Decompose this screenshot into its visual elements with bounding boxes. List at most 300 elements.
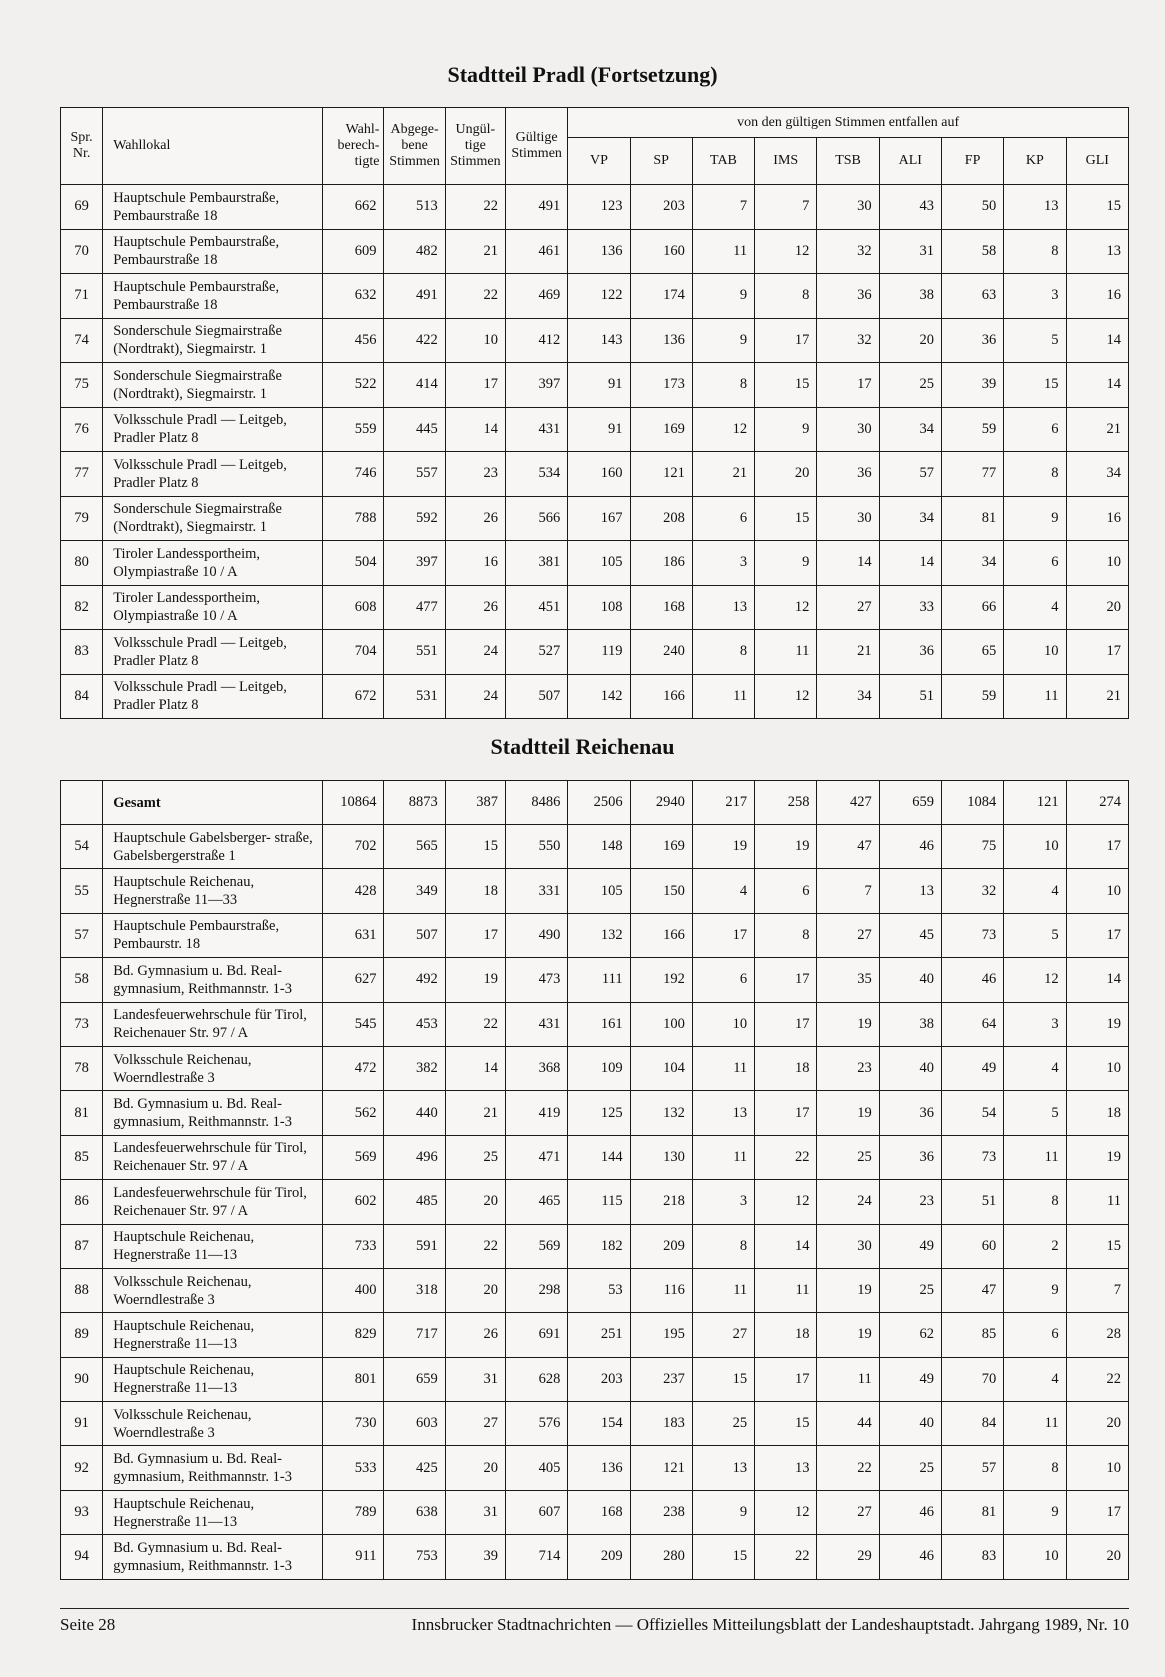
cell-value: 19 [817,1313,879,1357]
cell-value: 64 [942,1002,1004,1046]
cell-value: 26 [445,496,505,541]
cell-value: 15 [755,1402,817,1446]
cell-value: 32 [817,318,879,363]
cell-value: 18 [1066,1091,1128,1135]
cell-value: 46 [879,1535,941,1579]
cell-value: 121 [630,1446,692,1490]
cell-value: 36 [879,1135,941,1179]
cell-value: 6 [1004,541,1066,586]
cell-value: 25 [817,1135,879,1179]
cell-value: 562 [323,1091,384,1135]
cell-value: 14 [755,1224,817,1268]
cell-value: 11 [692,674,754,719]
table-row [61,1446,1129,1490]
cell-value: 132 [568,913,630,957]
cell-value: 108 [568,585,630,630]
cell-value: 2506 [568,781,630,825]
cell-value: 550 [506,825,568,869]
cell-value: 569 [323,1135,384,1179]
cell-value: 49 [942,1046,1004,1090]
cell-value: 400 [323,1268,384,1312]
row-wahllokal: Hauptschule Pembaurstraße, Pembaurstraße 18 [103,185,323,230]
page-footer [60,1608,1129,1635]
cell-value: 471 [506,1135,568,1179]
cell-value: 36 [817,452,879,497]
table-row [61,407,1129,452]
cell-value: 51 [942,1180,1004,1224]
cell-value: 10 [445,318,505,363]
cell-value: 513 [384,185,445,230]
cell-value: 148 [568,825,630,869]
cell-value: 21 [445,1091,505,1135]
cell-value: 13 [692,1091,754,1135]
cell-value: 11 [1004,1135,1066,1179]
row-wahllokal: Bd. Gymnasium u. Bd. Real- gymnasium, Reithmannstr. 1-3 [103,958,323,1002]
cell-value: 638 [384,1490,445,1534]
cell-value: 8 [755,913,817,957]
cell-value: 368 [506,1046,568,1090]
cell-value: 19 [817,1268,879,1312]
row-nr: 75 [61,363,103,408]
row-nr [61,781,103,825]
cell-value: 414 [384,363,445,408]
cell-value: 192 [630,958,692,1002]
cell-value: 144 [568,1135,630,1179]
cell-value: 121 [630,452,692,497]
cell-value: 17 [1066,1490,1128,1534]
cell-value: 20 [445,1268,505,1312]
cell-value: 7 [817,869,879,913]
cell-value: 4 [1004,869,1066,913]
row-wahllokal: Landesfeuerwehrschule für Tirol, Reichenauer Str. 97 / A [103,1002,323,1046]
cell-value: 456 [323,318,384,363]
row-nr: 89 [61,1313,103,1357]
cell-value: 17 [445,363,505,408]
cell-value: 485 [384,1180,445,1224]
cell-value: 40 [879,1046,941,1090]
table-row [61,541,1129,586]
cell-value: 5 [1004,318,1066,363]
cell-value: 168 [568,1490,630,1534]
row-wahllokal: Bd. Gymnasium u. Bd. Real- gymnasium, Reithmannstr. 1-3 [103,1535,323,1579]
cell-value: 174 [630,274,692,319]
cell-value: 551 [384,630,445,675]
cell-value: 57 [879,452,941,497]
cell-value: 20 [879,318,941,363]
cell-value: 25 [879,1446,941,1490]
cell-value: 4 [1004,585,1066,630]
cell-value: 218 [630,1180,692,1224]
cell-value: 9 [692,1490,754,1534]
cell-value: 8873 [384,781,445,825]
cell-value: 3 [1004,1002,1066,1046]
row-nr: 79 [61,496,103,541]
cell-value: 427 [817,781,879,825]
cell-value: 136 [568,1446,630,1490]
cell-value: 11 [817,1357,879,1401]
table-row [61,452,1129,497]
cell-value: 22 [817,1446,879,1490]
cell-value: 12 [1004,958,1066,1002]
cell-value: 132 [630,1091,692,1135]
page-number: Seite 28 [60,1615,116,1634]
cell-value: 431 [505,407,567,452]
cell-value: 30 [817,496,879,541]
cell-value: 331 [506,869,568,913]
cell-value: 14 [445,1046,505,1090]
results-table-reichenau [60,780,1129,1580]
section-title-reichenau: Stadtteil Reichenau [490,734,675,759]
cell-value: 469 [505,274,567,319]
cell-value: 8 [1004,1180,1066,1224]
cell-value: 125 [568,1091,630,1135]
row-nr: 77 [61,452,103,497]
cell-value: 27 [817,913,879,957]
cell-value: 39 [941,363,1003,408]
cell-value: 10 [1066,869,1128,913]
cell-value: 659 [879,781,941,825]
cell-value: 50 [941,185,1003,230]
header-party: KP [1004,138,1066,185]
row-nr: 70 [61,229,103,274]
cell-value: 186 [630,541,692,586]
cell-value: 21 [1066,674,1128,719]
cell-value: 19 [692,825,754,869]
cell-value: 8 [692,363,754,408]
cell-value: 565 [384,825,445,869]
table-row [61,958,1129,1002]
cell-value: 545 [323,1002,384,1046]
row-nr: 82 [61,585,103,630]
cell-value: 150 [630,869,692,913]
header-nr: Spr. Nr. [61,108,103,185]
cell-value: 566 [505,496,567,541]
cell-value: 591 [384,1224,445,1268]
row-wahllokal: Hauptschule Reichenau, Hegnerstraße 11—13 [103,1224,323,1268]
table-row [61,674,1129,719]
cell-value: 911 [323,1535,384,1579]
cell-value: 36 [879,1091,941,1135]
cell-value: 39 [445,1535,505,1579]
header-party: TAB [692,138,754,185]
cell-value: 9 [1004,496,1066,541]
row-wahllokal: Hauptschule Reichenau, Hegnerstraße 11—13 [103,1357,323,1401]
table-row [61,1091,1129,1135]
cell-value: 70 [942,1357,1004,1401]
cell-value: 627 [323,958,384,1002]
publication-line: Innsbrucker Stadtnachrichten — Offizielles Mitteilungsblatt der Landeshauptstadt. Jahrgang 1989, Nr. 10 [411,1615,1129,1634]
table-row [61,1046,1129,1090]
cell-value: 472 [323,1046,384,1090]
cell-value: 77 [941,452,1003,497]
cell-value: 20 [1066,1535,1128,1579]
cell-value: 15 [1066,185,1128,230]
cell-value: 36 [817,274,879,319]
cell-value: 62 [879,1313,941,1357]
cell-value: 121 [1004,781,1066,825]
row-nr: 73 [61,1002,103,1046]
table-row [61,1535,1129,1579]
cell-value: 12 [755,585,817,630]
table-row [61,869,1129,913]
cell-value: 167 [568,496,630,541]
cell-value: 11 [692,1135,754,1179]
cell-value: 27 [692,1313,754,1357]
header-party: GLI [1066,138,1128,185]
cell-value: 4 [1004,1357,1066,1401]
cell-value: 419 [506,1091,568,1135]
cell-value: 123 [568,185,630,230]
cell-value: 84 [942,1402,1004,1446]
cell-value: 17 [817,363,879,408]
table-row [61,274,1129,319]
cell-value: 104 [630,1046,692,1090]
cell-value: 11 [1066,1180,1128,1224]
cell-value: 607 [506,1490,568,1534]
cell-value: 57 [942,1446,1004,1490]
cell-value: 628 [506,1357,568,1401]
row-nr: 91 [61,1402,103,1446]
row-wahllokal: Hauptschule Pembaurstraße, Pembaurstr. 18 [103,913,323,957]
cell-value: 91 [568,363,630,408]
cell-value: 7 [692,185,754,230]
header-party: SP [630,138,692,185]
header-wahllokal: Wahllokal [103,108,323,185]
cell-value: 8 [692,1224,754,1268]
cell-value: 14 [1066,318,1128,363]
cell-value: 274 [1066,781,1128,825]
cell-value: 237 [630,1357,692,1401]
cell-value: 702 [323,825,384,869]
cell-value: 75 [942,825,1004,869]
cell-value: 482 [384,229,445,274]
cell-value: 53 [568,1268,630,1312]
cell-value: 20 [445,1180,505,1224]
cell-value: 25 [692,1402,754,1446]
cell-value: 36 [879,630,941,675]
cell-value: 31 [445,1490,505,1534]
row-nr: 83 [61,630,103,675]
cell-value: 451 [505,585,567,630]
cell-value: 15 [692,1535,754,1579]
cell-value: 280 [630,1535,692,1579]
header-abgegebene: Abgege- bene Stimmen [384,108,445,185]
cell-value: 17 [755,1002,817,1046]
cell-value: 527 [505,630,567,675]
cell-value: 166 [630,913,692,957]
cell-value: 428 [323,869,384,913]
cell-value: 13 [692,585,754,630]
cell-value: 659 [384,1357,445,1401]
cell-value: 6 [1004,407,1066,452]
cell-value: 24 [817,1180,879,1224]
row-nr: 80 [61,541,103,586]
row-wahllokal: Landesfeuerwehrschule für Tirol, Reichenauer Str. 97 / A [103,1135,323,1179]
cell-value: 65 [941,630,1003,675]
table-row [61,585,1129,630]
cell-value: 1084 [942,781,1004,825]
cell-value: 559 [323,407,384,452]
cell-value: 24 [445,674,505,719]
cell-value: 46 [879,825,941,869]
cell-value: 4 [1004,1046,1066,1090]
cell-value: 6 [755,869,817,913]
cell-value: 168 [630,585,692,630]
cell-value: 34 [817,674,879,719]
row-wahllokal: Volksschule Pradl — Leitgeb, Pradler Platz 8 [103,674,323,719]
cell-value: 22 [445,274,505,319]
cell-value: 49 [879,1224,941,1268]
cell-value: 208 [630,496,692,541]
row-nr: 78 [61,1046,103,1090]
cell-value: 21 [445,229,505,274]
cell-value: 54 [942,1091,1004,1135]
cell-value: 30 [817,1224,879,1268]
header-gueltige: Gültige Stimmen [505,108,567,185]
table-row [61,229,1129,274]
cell-value: 3 [692,541,754,586]
cell-value: 122 [568,274,630,319]
cell-value: 116 [630,1268,692,1312]
cell-value: 166 [630,674,692,719]
cell-value: 240 [630,630,692,675]
row-nr: 84 [61,674,103,719]
cell-value: 22 [1066,1357,1128,1401]
row-wahllokal: Volksschule Reichenau, Woerndlestraße 3 [103,1402,323,1446]
cell-value: 492 [384,958,445,1002]
row-nr: 76 [61,407,103,452]
cell-value: 8 [1004,452,1066,497]
cell-value: 21 [817,630,879,675]
table-row [61,1357,1129,1401]
cell-value: 18 [755,1046,817,1090]
cell-value: 34 [879,407,941,452]
table-row [61,363,1129,408]
cell-value: 349 [384,869,445,913]
cell-value: 11 [692,1268,754,1312]
cell-value: 13 [692,1446,754,1490]
cell-value: 23 [879,1180,941,1224]
row-nr: 92 [61,1446,103,1490]
table-row [61,1402,1129,1446]
cell-value: 11 [692,1046,754,1090]
cell-value: 18 [755,1313,817,1357]
cell-value: 14 [445,407,505,452]
cell-value: 11 [1004,1402,1066,1446]
row-nr: 74 [61,318,103,363]
cell-value: 182 [568,1224,630,1268]
cell-value: 32 [942,869,1004,913]
cell-value: 258 [755,781,817,825]
cell-value: 209 [568,1535,630,1579]
cell-value: 58 [941,229,1003,274]
cell-value: 2940 [630,781,692,825]
row-nr: 90 [61,1357,103,1401]
cell-value: 34 [1066,452,1128,497]
cell-value: 109 [568,1046,630,1090]
table-row-gesamt [61,781,1129,825]
cell-value: 17 [692,913,754,957]
cell-value: 63 [941,274,1003,319]
cell-value: 592 [384,496,445,541]
cell-value: 397 [505,363,567,408]
cell-value: 14 [1066,363,1128,408]
cell-value: 17 [1066,630,1128,675]
cell-value: 73 [942,913,1004,957]
cell-value: 45 [879,913,941,957]
row-wahllokal: Sonderschule Siegmairstraße (Nordtrakt), Siegmairstr. 1 [103,318,323,363]
cell-value: 27 [817,1490,879,1534]
cell-value: 16 [445,541,505,586]
cell-value: 17 [755,958,817,1002]
cell-value: 31 [445,1357,505,1401]
cell-value: 422 [384,318,445,363]
cell-value: 119 [568,630,630,675]
cell-value: 15 [1004,363,1066,408]
cell-value: 9 [1004,1268,1066,1312]
row-wahllokal: Volksschule Pradl — Leitgeb, Pradler Platz 8 [103,452,323,497]
header-party: TSB [817,138,879,185]
cell-value: 10 [1066,1046,1128,1090]
cell-value: 507 [384,913,445,957]
results-table-pradl [60,107,1129,719]
cell-value: 66 [941,585,1003,630]
cell-value: 26 [445,1313,505,1357]
cell-value: 130 [630,1135,692,1179]
cell-value: 453 [384,1002,445,1046]
cell-value: 789 [323,1490,384,1534]
cell-value: 238 [630,1490,692,1534]
cell-value: 13 [879,869,941,913]
cell-value: 9 [755,541,817,586]
cell-value: 6 [692,958,754,1002]
cell-value: 34 [941,541,1003,586]
cell-value: 382 [384,1046,445,1090]
cell-value: 136 [568,229,630,274]
cell-value: 203 [630,185,692,230]
row-wahllokal: Volksschule Pradl — Leitgeb, Pradler Platz 8 [103,630,323,675]
table-row [61,1490,1129,1534]
cell-value: 9 [755,407,817,452]
table-row [61,1224,1129,1268]
cell-value: 11 [755,1268,817,1312]
cell-value: 801 [323,1357,384,1401]
cell-value: 504 [323,541,384,586]
cell-value: 8 [1004,1446,1066,1490]
cell-value: 10 [1066,1446,1128,1490]
cell-value: 25 [445,1135,505,1179]
cell-value: 714 [506,1535,568,1579]
cell-value: 100 [630,1002,692,1046]
cell-value: 11 [692,229,754,274]
cell-value: 14 [1066,958,1128,1002]
cell-value: 36 [941,318,1003,363]
header-party: IMS [755,138,817,185]
cell-value: 26 [445,585,505,630]
cell-value: 49 [879,1357,941,1401]
cell-value: 788 [323,496,384,541]
cell-value: 490 [506,913,568,957]
cell-value: 105 [568,541,630,586]
cell-value: 496 [384,1135,445,1179]
cell-value: 22 [755,1135,817,1179]
cell-value: 44 [817,1402,879,1446]
cell-value: 16 [1066,496,1128,541]
table-row [61,913,1129,957]
cell-value: 733 [323,1224,384,1268]
cell-value: 533 [323,1446,384,1490]
cell-value: 9 [692,318,754,363]
